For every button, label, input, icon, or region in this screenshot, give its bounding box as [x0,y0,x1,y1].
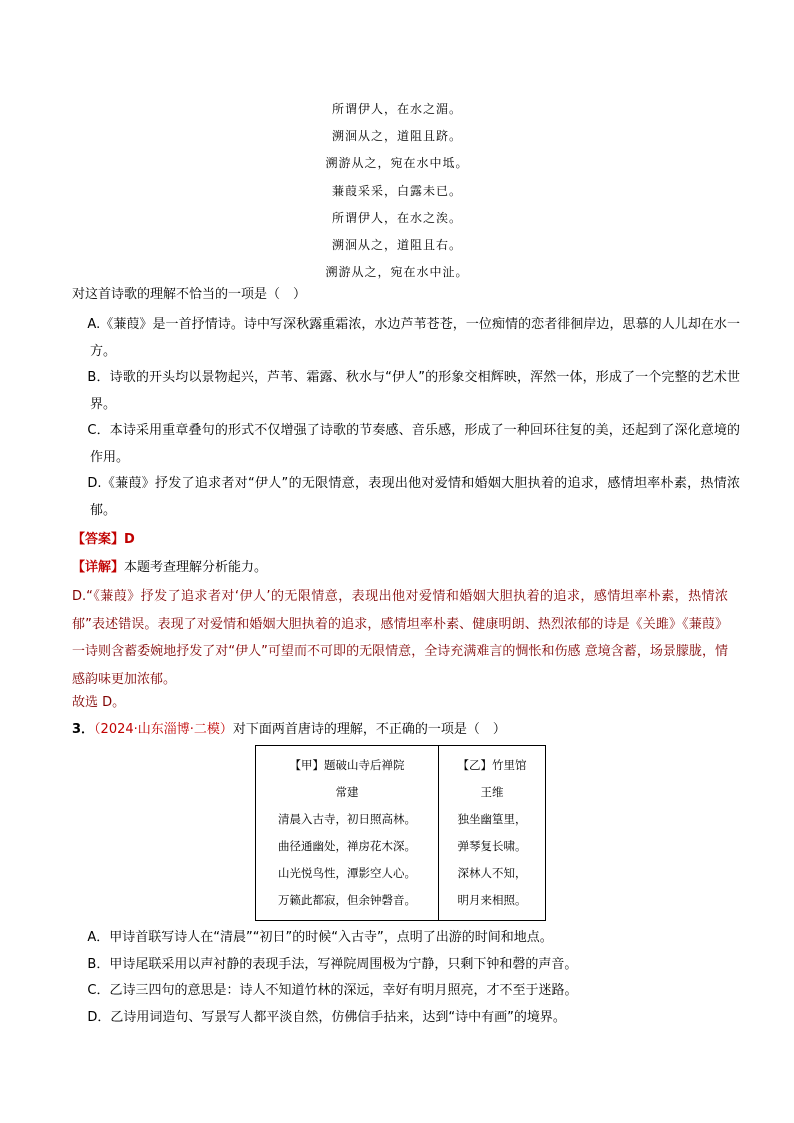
poem-b-line: 独坐幽篁里， [457,812,527,826]
question-3-options [87,925,740,1031]
question-2-stem: 对这首诗歌的理解不恰当的一项是（ ） [72,287,307,302]
poem-a-author: 常建 [335,785,359,799]
option-c: C．乙诗三四句的意思是：诗人不知道竹林的深远，幸好有明月照亮，才不至于迷路。 [87,983,578,998]
poem-a-line: 万籁此都寂，但余钟磬音。 [278,893,416,907]
poem-line: 所谓伊人，在水之湄。 [331,102,462,116]
option-b: B．甲诗尾联采用以声衬静的表现手法，写禅院周围极为宁静，只剩下钟和磬的声音。 [87,956,578,972]
detail-intro: 本题考查理解分析能力。 [124,560,268,575]
poem-line: 溯游从之，宛在水中沚。 [325,265,469,280]
poem-b-line: 深林人不知， [457,866,527,880]
poem-a-line: 山光悦鸟性，潭影空人心。 [278,866,416,880]
poem-line: 溯洄从之，道阻且右。 [331,237,462,252]
poem-a-cell [256,746,439,921]
question-3-stem [72,720,506,740]
poem-b-cell [439,746,546,921]
answer-label: 【答案】D [72,532,135,547]
poem-a-title: 【甲】题破山寺后禅院 [289,758,405,772]
poem-b-title: 【乙】竹里馆 [457,758,527,772]
detail-heading [72,558,267,578]
poem-b-line: 弹琴复长啸。 [457,839,527,853]
poems-table [255,745,546,921]
poem-line: 蒹葭采采，白露未已。 [331,183,462,198]
option-a: A.《蒹葭》是一首抒情诗。诗中写深秋露重霜浓，水边芦苇苍苍，一位痴情的恋者徘徊岸边，思慕的人儿却在水一方。 [87,317,740,359]
poem-a-line: 曲径通幽处，禅房花木深。 [278,839,416,853]
poem-b-line: 明月来相照。 [457,893,527,907]
option-b: B．诗歌的开头均以景物起兴，芦苇、霜露、秋水与“伊人”的形象交相辉映，浑然一体，形成了一个完整的艺术世界。 [87,370,740,412]
detail-explanation: D.“《蒹葭》抒发了追求者对‘伊人’的无限情意，表现出他对爱情和婚姻大胆执着的追求，感情坦率朴素，热情浓郁”表述错误。表现了对爱情和婚姻大胆执着的追求，感情坦率朴素、健康明朗、热烈浓郁的诗是《关雎》《蒹葭》一诗则含蓄委婉地抒发了对“伊人”可望而不可即的无限情意，全诗充满难言的惆怅和伤感 意境含蓄，场景朦胧，情感韵味更加浓郁。 [72,589,728,687]
question-2-options [87,312,740,524]
option-d: D.《蒹葭》抒发了追求者对“伊人”的无限情意，表现出他对爱情和婚姻大胆执着的追求，感情坦率朴素，热情浓郁。 [87,476,740,518]
option-c: C．本诗采用重章叠句的形式不仅增强了诗歌的节奏感、音乐感，形成了一种回环往复的美，还起到了深化意境的作用。 [87,423,740,465]
poem-a-line: 清晨入古寺，初日照高林。 [278,812,416,826]
option-d: D．乙诗用词造句、写景写人都平淡自然，仿佛信手拈来，达到“诗中有画”的境界。 [87,1009,566,1025]
poem-line: 所谓伊人，在水之涘。 [331,210,462,225]
question-text: 对下面两首唐诗的理解，不正确的一项是（ ） [232,722,506,737]
poem-line: 溯游从之，宛在水中坻。 [325,156,469,171]
question-source: （2024·山东淄博·二模） [94,722,233,737]
detail-conclusion: 故选 D。 [72,695,126,710]
question-number: 3． [72,722,95,737]
detail-label: 【详解】 [72,560,125,575]
option-a: A．甲诗首联写诗人在“清晨”“初日”的时候“入古寺”，点明了出游的时间和地点。 [87,930,553,945]
poem-excerpt [0,96,794,286]
poem-b-author: 王维 [480,785,504,799]
poem-line: 溯洄从之，道阻且跻。 [331,129,462,144]
